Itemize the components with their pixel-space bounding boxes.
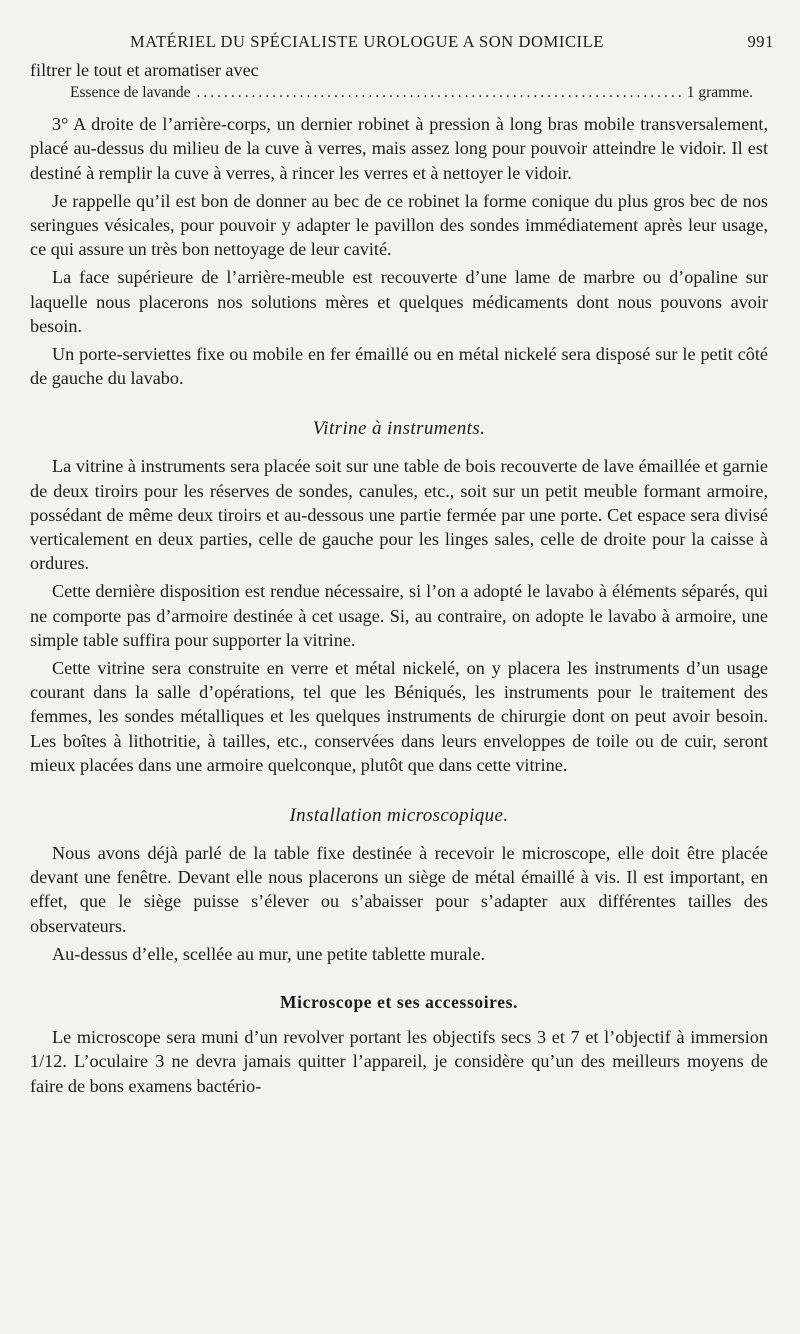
formula-line [70,84,753,102]
paragraph: Je rappelle qu’il est bon de donner au bec de ce robinet la forme conique du plus gros bec de nos seringues vésicales, pour pouvoir y adapter le pavillon des sondes immédiatement après leur usage, ce qui assure un très bon nettoyage de leur cavité. [30,190,768,260]
running-title: MATÉRIEL DU SPÉCIALISTE UROLOGUE A SON DOMICILE [130,32,604,51]
intro-line: filtrer le tout et aromatiser avec [30,60,259,80]
paragraph: Cette vitrine sera construite en verre et métal nickelé, on y placera les instruments d’un usage courant dans la salle d’opérations, tel que les Béniqués, les instruments pour le traitement des femmes, les sondes métalliques et les quelques instruments de chirurgie dont on peut avoir besoin. Les boîtes à lithotritie, à tailles, etc., conservées dans leurs enveloppes de toile ou de cuir, seront mieux placées dans une armoire quelconque, plutôt que dans cette vitrine. [30,658,768,775]
section-heading: Vitrine à instruments. [312,418,486,440]
page-number: 991 [747,32,774,51]
section-heading: Microscope et ses accessoires. [280,992,518,1013]
paragraph: Le microscope sera muni d’un revolver portant les objectifs secs 3 et 7 et l’objectif à immersion 1/12. L’oculaire 3 ne devra jamais quitter l’appareil, je considère qu’un des meilleurs moyens de faire de bons examens bactério- [30,1027,768,1096]
paragraph: Nous avons déjà parlé de la table fixe destinée à recevoir le microscope, elle doit être placée devant une fenêtre. Devant elle nous placerons un siège de métal émaillé à vis. Il est important, en effet, que le siège puisse s’élever ou s’abaisser pour s’adapter aux différentes tailles des observateurs. [30,843,768,936]
section-heading: Installation microscopique. [289,805,509,827]
dot-leader [197,84,681,102]
paragraph: Un porte-serviettes fixe ou mobile en fer émaillé ou en métal nickelé sera disposé sur le petit côté de gauche du lavabo. [30,344,768,389]
paragraph: La face supérieure de l’arrière-meuble est recouverte d’une lame de marbre ou d’opaline sur laquelle nous placerons nos solutions mères et quelques médicaments dont nous pouvons avoir besoin. [30,267,768,336]
formula-quantity: 1 gramme. [686,84,753,102]
page-header [30,28,774,58]
paragraph: 3° A droite de l’arrière-corps, un dernier robinet à pression à long bras mobile transversalement, placé au-dessus du milieu de la cuve à verres, mais assez long pour pouvoir atteindre le vidoir. Il est destiné à remplir la cuve à verres, à rincer les verres et à nettoyer le vidoir. [30,114,768,183]
paragraph: La vitrine à instruments sera placée soit sur une table de bois recouverte de lave émaillée et garnie de deux tiroirs pour les réserves de sondes, canules, etc., soit sur un petit meuble formant armoire, possédant de même deux tiroirs et au-dessous une partie fermée par une porte. Cet espace sera divisé verticalement en deux parties, celle de gauche pour les linges sales, celle de droite pour la caisse à ordures. [30,456,768,574]
book-page [30,0,774,1098]
paragraph: Cette dernière disposition est rendue nécessaire, si l’on a adopté le lavabo à éléments séparés, qui ne comporte pas d’armoire destinée à cet usage. Si, au contraire, on adopte le lavabo à armoire, une simple table suffira pour supporter la vitrine. [30,581,768,650]
paragraph: Au-dessus d’elle, scellée au mur, une petite tablette murale. [52,943,486,964]
formula-ingredient: Essence de lavande [70,84,191,102]
